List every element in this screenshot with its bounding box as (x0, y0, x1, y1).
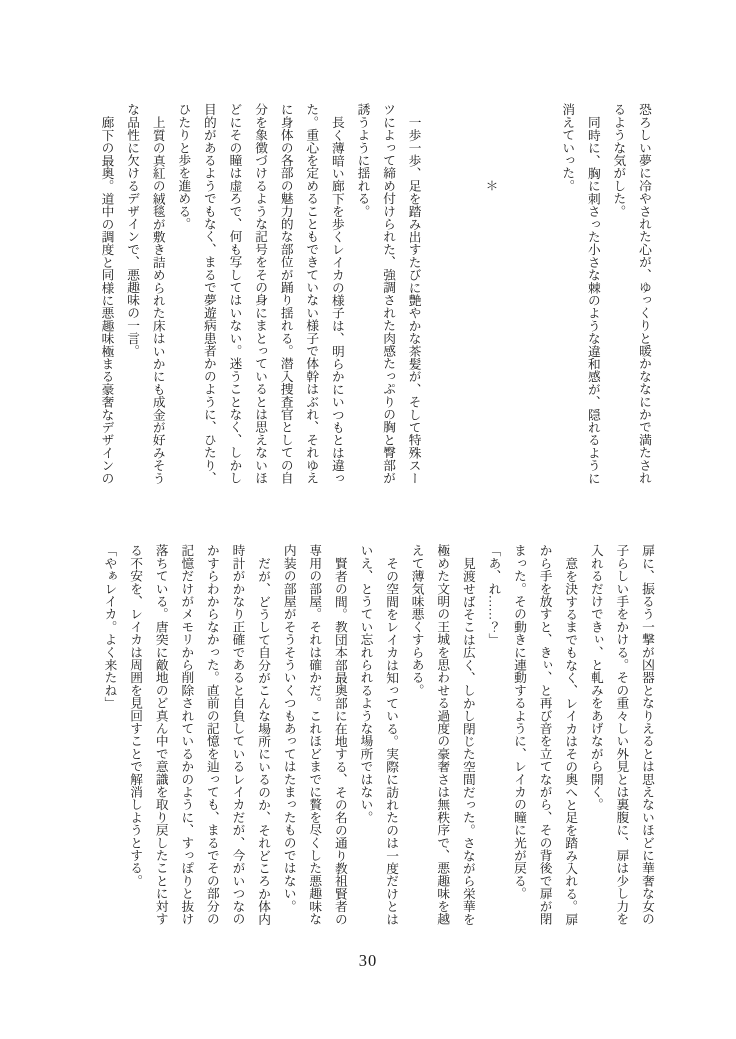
text-line: かすらわからなかった。直前の記憶を辿っても、まるでその部分の (204, 544, 219, 925)
text-line: 一歩一歩、足を踏み出すたびに艶やかな茶髪が、そして特殊スー (406, 115, 421, 484)
text-line: 目的があるようでもなく、まるで夢遊病患者かのように、ひたり、 (201, 103, 216, 484)
text-block-top (92, 103, 656, 484)
text-line: るような気がした。 (611, 103, 626, 218)
text-line: 消えていった。 (560, 103, 575, 192)
text-line: る不安を、レイカは周囲を見回すことで解消しようとする。 (128, 544, 143, 887)
text-line: ひたりと歩を進める。 (176, 103, 191, 230)
text-line: 同時に、胸に刺さった小さな棘のような違和感が、隠れるように (585, 115, 600, 484)
text-line: 見渡せばそこは広く、しかし閉じた空間だった。さながら栄華を (460, 556, 475, 925)
text-line: 「あ、れ……？」 (486, 544, 501, 646)
text-line: 分を象徴づけるような記号をその身にまとっているとは思えないほ (253, 103, 268, 484)
text-line: ツによって締め付けられた、強調された肉感たっぷりの胸と臀部が (381, 103, 396, 484)
text-line: 記憶だけがメモリから削除されているかのように、すっぽりと抜け (179, 544, 194, 925)
text-line: 内装の部屋がそうそういくつもあってはたまったものではない。 (281, 544, 296, 913)
text-line: 子らしい手をかける。その重々しい外見とは裏腹に、扉は少し力を (614, 544, 629, 925)
text-line: 入れるだけできぃ、と軋みをあげながら開く。 (588, 544, 603, 811)
text-line: どにその瞳は虚ろで、何も写してはいない。迷うことなく、しかし (227, 103, 242, 484)
text-line (502, 103, 528, 484)
text-line: 上質の真紅の絨毯が敷き詰められた床はいかにも成金が好みそう (150, 115, 165, 484)
text-line (528, 103, 554, 484)
text-line: いえ、とうてい忘れられるような場所ではない。 (358, 544, 373, 824)
text-line: 「やぁレイカ。よく来たね」 (102, 544, 117, 710)
text-line: から手を放すと、きぃ、と再び音を立てながら、その背後で扉が閉 (537, 544, 552, 925)
text-line: 意を決するまでもなく、レイカはその奥へと足を踏み入れる。扉 (563, 556, 578, 925)
text-line: だが、どうして自分がこんな場所にいるのか、それどころか体内 (256, 556, 271, 925)
text-line (426, 103, 452, 484)
text-line: 恐ろしい夢に冷やされた心が、ゆっくりと暖かななにかで満たされ (637, 103, 651, 484)
text-line: 専用の部屋。それは確かだ。これほどまでに贅を尽くした悪趣味な (307, 544, 322, 925)
text-line: に身体の各部の魅力的な部位が踊り揺れる。潜入捜査官としての自 (278, 103, 293, 484)
page-number: 30 (358, 951, 378, 970)
text-line: えて薄気味悪くすらある。 (409, 544, 424, 697)
text-line: 扉に、振るう一撃が凶器となりえるとは思えないほどに華奢な女の (640, 544, 654, 925)
text-line: 長く薄暗い廊下を歩くレイカの様子は、明らかにいつもとは違っ (329, 115, 344, 484)
text-line: その空間をレイカは知っている。実際に訪れたのは一度だけとは (384, 556, 399, 925)
text-line: 誘うように揺れる。 (355, 103, 370, 218)
text-line: 落ちている。唐突に敵地のど真ん中で意識を取り戻したことに対す (153, 544, 168, 925)
text-line: 廊下の最奥。道中の調度と同様に悪趣味極まる豪奢なデザインの (99, 115, 114, 484)
text-line: 賢者の間。教団本部最奥部に在地する、その名の通り教祖賢者の (332, 556, 347, 925)
text-line: 時計がかなり正確であると自負しているレイカだが、今がいつなの (230, 544, 245, 925)
text-line: まった。その動きに連動するように、レイカの瞳に光が戻る。 (512, 544, 527, 900)
text-block-bottom (93, 544, 659, 928)
text-line (451, 103, 477, 484)
text-line: 極めた文明の王城を思わせる過度の豪奢さは無秩序で、悪趣味を越 (435, 544, 450, 925)
text-line: ＊ (483, 179, 498, 192)
text-line: た。重心を定めることもできていない様子で体幹はぶれ、それゆえ (304, 103, 319, 484)
text-line: な品性に欠けるデザインで、悪趣味の一言。 (125, 103, 140, 357)
